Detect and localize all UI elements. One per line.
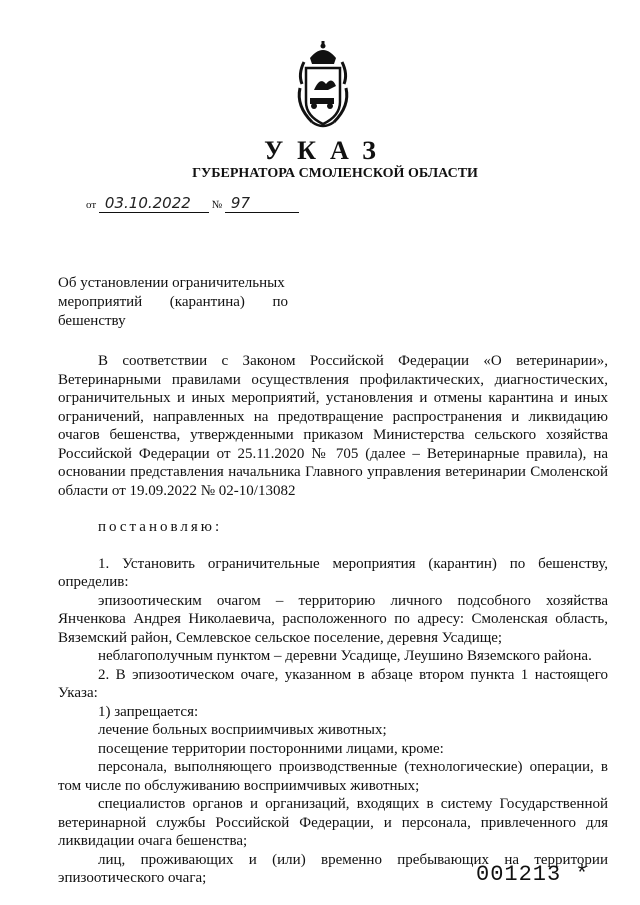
paragraph: лечение больных восприимчивых животных;: [98, 722, 387, 738]
date-number-line: [86, 194, 299, 213]
issuer-subtitle: ГУБЕРНАТОРА СМОЛЕНСКОЙ ОБЛАСТИ: [192, 166, 478, 181]
paragraph: персонала, выполняющего производственные (технологические) операции, в том числе по обслуживанию восприимчивых животных;: [58, 759, 608, 794]
decree-body: [58, 352, 608, 888]
serial-number: 001213 *: [476, 862, 590, 887]
paragraph: 1. Установить ограничительные мероприятия (карантин) по бешенству, определив:: [58, 555, 608, 590]
paragraph: неблагополучным пунктом – деревни Усадище, Леушино Вяземского района.: [98, 648, 592, 664]
resolve-word: постановляю:: [98, 519, 223, 535]
preamble-paragraph: В соответствии с Законом Российской Федерации «О ветеринарии», Ветеринарными правилами осуществления профилактических, диагностических, ограничительных и иных мероприятий, установления и отмены карантина и иных ограничений, направленных на предотвращение распространения и ликвидацию очагов бешенства, утвержденными приказом Министерства сельского хозяйства Российской Федерации от 25.11.2020 № 705 (далее – Ветеринарные правила), на основании представления начальника Главного управления ветеринарии Смоленской области от 19.09.2022 № 02-10/13082: [58, 353, 608, 499]
subject-line: бешенству: [58, 313, 126, 329]
coat-of-arms-icon: [292, 40, 354, 130]
date-prefix: от: [86, 199, 97, 211]
paragraph: 1) запрещается:: [98, 703, 199, 720]
paragraph: 2. В эпизоотическом очаге, указанном в абзаце втором пункта 1 настоящего Указа:: [58, 666, 608, 701]
paragraph: специалистов органов и организаций, входящих в систему Государственной ветеринарной службы Российской Федерации, и персонала, привлеченного для ликвидации очага бешенства;: [58, 796, 608, 849]
document-type-title: УКАЗ: [264, 136, 390, 165]
paragraph: эпизоотическим очагом – территорию личного подсобного хозяйства Янченкова Андрея Николаевича, расположенного по адресу: Смоленская область, Вяземский район, Семлевское сельское поселение, деревня Усадище;: [58, 592, 608, 646]
date-value: 03.10.2022: [99, 194, 209, 213]
paragraph: лиц, проживающих и (или) временно пребывающих на территории эпизоотического очага;: [58, 851, 608, 886]
paragraph: посещение территории посторонними лицами, кроме:: [98, 740, 444, 757]
subject-heading: [58, 274, 288, 331]
number-prefix: №: [211, 199, 223, 211]
subject-line: мероприятий (карантина) по: [58, 294, 288, 310]
subject-line: Об установлении ограничительных: [58, 275, 285, 291]
number-value: 97: [225, 194, 299, 213]
